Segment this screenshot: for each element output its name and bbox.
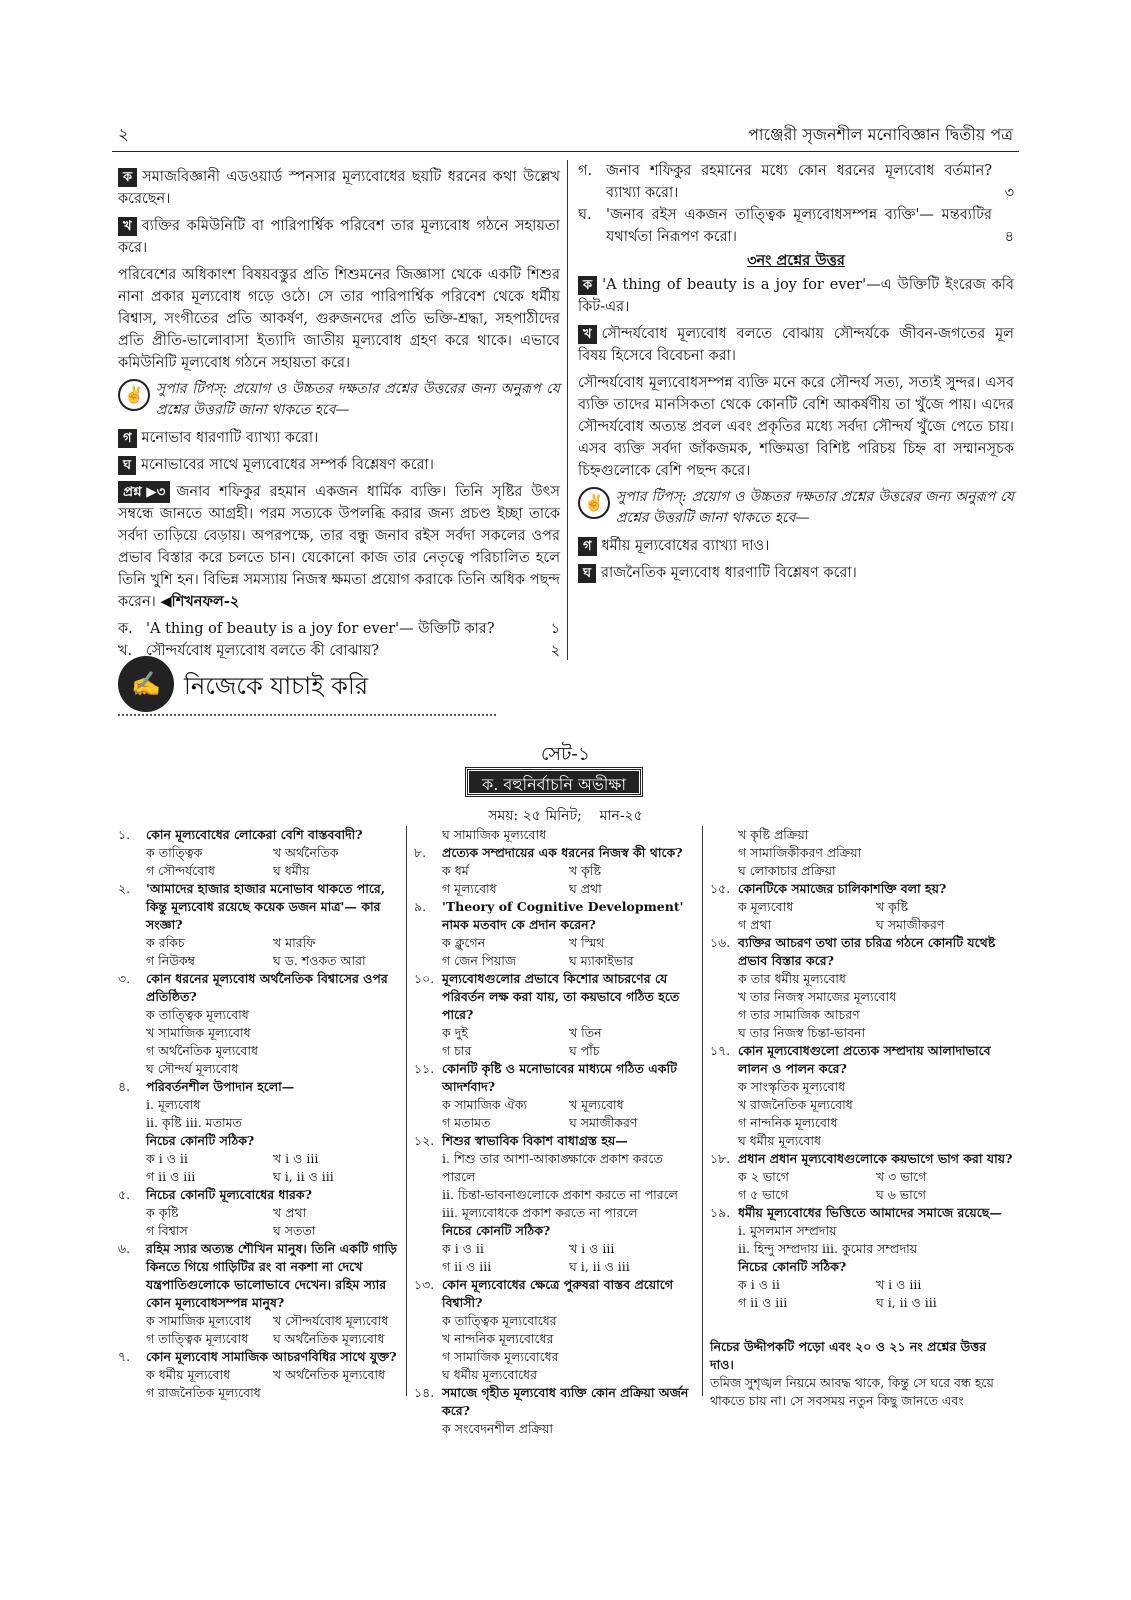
mcq-question bbox=[118, 970, 400, 1006]
option[interactable]: ক তাত্ত্বিক bbox=[146, 845, 203, 860]
option[interactable]: খ স্মিথ bbox=[569, 935, 605, 950]
mcq-options bbox=[710, 1276, 1014, 1312]
q-number: ১১. bbox=[414, 1061, 435, 1076]
mcq-options bbox=[414, 1024, 696, 1060]
q-number: ১২. bbox=[414, 1133, 435, 1148]
option[interactable]: খ প্রথা bbox=[273, 1205, 307, 1220]
book-title: পাঞ্জেরী সৃজনশীল মনোবিজ্ঞান দ্বিতীয় পত্র bbox=[748, 125, 1013, 144]
gha-question bbox=[578, 562, 1014, 584]
question-3-stem bbox=[118, 481, 560, 613]
which-correct: নিচের কোনটি সঠিক? bbox=[146, 1133, 255, 1148]
stimulus-block bbox=[710, 1338, 1014, 1410]
part-text: 'A thing of beauty is a joy for ever'— উক্তিটি কার? bbox=[146, 621, 495, 637]
column-divider bbox=[567, 160, 568, 660]
option[interactable]: গ জেন পিয়াজ bbox=[442, 953, 517, 968]
mcq-options bbox=[414, 1420, 696, 1438]
q-number: ১৩. bbox=[414, 1277, 435, 1292]
option[interactable]: খ সামাজিক মূল্যবোধ bbox=[146, 1025, 251, 1040]
mcq-options bbox=[414, 862, 696, 898]
q-text: কোন মূল্যবোধ সামাজিক আচরণবিধির সাথে যুক্ত? bbox=[146, 1349, 397, 1364]
statement: i. শিশু তার আশা-আকাঙ্ক্ষাকে প্রকাশ করতে পারলে bbox=[442, 1151, 663, 1184]
mcq-question bbox=[118, 1348, 400, 1366]
mcq-question bbox=[414, 844, 696, 862]
q-text: কোন ধরনের মূল্যবোধ অর্থনৈতিক বিশ্বাসের ওপর প্রতিষ্ঠিত? bbox=[146, 971, 388, 1004]
mcq-options bbox=[414, 1096, 696, 1132]
option[interactable]: ক তাত্ত্বিক মূল্যবোধের bbox=[442, 1313, 557, 1328]
option[interactable]: খ কৃষ্টি প্রক্রিয়া bbox=[738, 827, 809, 842]
mcq-question bbox=[118, 1186, 400, 1204]
part-marks: ১ bbox=[550, 621, 560, 637]
option[interactable]: খ i ও iii bbox=[569, 1241, 615, 1256]
option[interactable]: খ i ও iii bbox=[273, 1151, 319, 1166]
option[interactable]: ক ধর্ম bbox=[442, 863, 469, 878]
q3-stem-text: জনাব শফিকুর রহমান একজন ধার্মিক ব্যক্তি। তিনি সৃষ্টির উৎস সম্বন্ধে জানতে আগ্রহী। পরম সত্যকে উপলব্ধি করার জন্য প্রচণ্ড ইচ্ছা তাকে সর্বদা তাড়িয়ে বেড়ায়। অপরপক্ষে, তার বন্ধু জনাব রইস সর্বদা সকলের ওপর প্রভাব বিস্তার করে চলতে চান। যেকোনো কাজ তার নেতৃত্বে পরিচালিত হলে তিনি খুশি হন। বিভিন্ন সমস্যায় নিজস্ব ক্ষমতা প্রয়োগ করাকে তিনি অধিক পছন্দ করেন। bbox=[118, 484, 560, 610]
mcq-question bbox=[414, 970, 696, 1024]
statement: ii. চিন্তা-ভাবনাগুলোকে প্রকাশ করতে না পারলে bbox=[442, 1187, 678, 1202]
q-text: কোনটিকে সমাজের চালিকাশক্তি বলা হয়? bbox=[738, 881, 947, 896]
option[interactable]: গ ৫ ভাগে bbox=[738, 1187, 789, 1202]
option[interactable]: খ তিন bbox=[569, 1025, 602, 1040]
q-text: মূল্যবোধগুলোর প্রভাবে কিশোর আচরণের যে পরিবর্তন লক্ষ করা যায়, তা কয়ভাবে গঠিত হতে পারে? bbox=[442, 971, 680, 1022]
stimulus-text: তমিজ সুশৃঙ্খল নিয়মে আবদ্ধ থাকে, কিন্তু সে ঘরে বন্ধ হয়ে থাকতে চায় না। সে সবসময় নতুন কিছু জানতে এবং bbox=[710, 1375, 994, 1408]
option[interactable]: গ ii ও iii bbox=[738, 1295, 788, 1310]
part-marks: ২ bbox=[550, 643, 560, 659]
option[interactable]: ঘ পাঁচ bbox=[569, 1043, 600, 1058]
part-label: খ. bbox=[118, 643, 133, 659]
q-text: সমাজে গৃহীত মূল্যবোধ ব্যক্তি কোন প্রক্রিয়া অর্জন করে? bbox=[442, 1385, 689, 1418]
mcq-options bbox=[710, 1078, 1014, 1150]
ka-text: 'A thing of beauty is a joy for ever'—এ উক্তিটি ইংরেজ কবি কিট-এর। bbox=[578, 277, 1014, 315]
ga-text: মনোভাব ধারণাটি ব্যাখ্যা করো। bbox=[141, 430, 319, 446]
option[interactable]: ক ধর্মীয় মূল্যবোধ bbox=[146, 1367, 231, 1382]
which-correct: নিচের কোনটি সঠিক? bbox=[442, 1223, 551, 1238]
learning-outcome: ◀শিখনফল-২ bbox=[160, 593, 240, 610]
option[interactable]: ঘ সমাজীকরণ bbox=[876, 917, 945, 932]
option[interactable]: ঘ ৬ ভাগে bbox=[876, 1187, 926, 1202]
right-column bbox=[578, 160, 1014, 589]
mcq-options bbox=[118, 1366, 400, 1402]
mcq-question bbox=[710, 1042, 1014, 1078]
option[interactable]: ক দুই bbox=[442, 1025, 468, 1040]
option[interactable]: ঘ প্রথা bbox=[569, 881, 602, 896]
q-number: ১৪. bbox=[414, 1385, 435, 1400]
kha-answer bbox=[118, 215, 560, 259]
q3-part-gha bbox=[578, 204, 1014, 248]
exam-marks: মান-২৫ bbox=[599, 808, 643, 824]
q-number: ১০. bbox=[414, 971, 435, 986]
statement: i. মুসলমান সম্প্রদায় bbox=[738, 1223, 837, 1238]
super-tips bbox=[118, 379, 560, 421]
option[interactable]: ক মূল্যবোধ bbox=[738, 899, 794, 914]
option[interactable]: খ অর্থনৈতিক bbox=[273, 845, 339, 860]
kha-tag: খ bbox=[578, 325, 597, 344]
option[interactable]: ক i ও ii bbox=[146, 1151, 188, 1166]
part-text: জনাব শফিকুর রহমানের মধ্যে কোন ধরনের মূল্যবোধ বর্তমান? ব্যাখ্যা করো। bbox=[606, 163, 992, 201]
mcq-options bbox=[710, 826, 1014, 880]
tips-text: সুপার টিপস্: প্রয়োগ ও উচ্চতর দক্ষতার প্রশ্নের উত্তরের জন্য অনুরূপ যে প্রশ্নের উত্তরটি জানা থাকতে হবে— bbox=[616, 489, 1014, 526]
mcq-question bbox=[710, 1204, 1014, 1222]
mcq-options bbox=[118, 1006, 400, 1078]
option[interactable]: গ সৌন্দর্যবোধ bbox=[146, 863, 215, 878]
header-rule bbox=[112, 151, 1019, 152]
mcq-options bbox=[118, 1312, 400, 1348]
mcq-question bbox=[118, 1078, 400, 1096]
option[interactable]: গ তার সামাজিক আচরণ bbox=[738, 1007, 860, 1022]
mcq-options bbox=[118, 844, 400, 880]
mcq-question bbox=[414, 1132, 696, 1150]
mcq-question bbox=[118, 880, 400, 934]
option[interactable]: ক ক্লুগেন bbox=[442, 935, 486, 950]
question-number-badge: প্রশ্ন ▶৩ bbox=[118, 481, 170, 503]
q-number: ১৭. bbox=[710, 1043, 731, 1058]
kha-tag: খ bbox=[118, 217, 137, 236]
q-text: 'আমাদের হাজার হাজার মনোভাব থাকতে পারে, কিন্তু মূল্যবোধ রয়েছে কয়েক ডজন মাত্র'— কার সংজ্ঞা? bbox=[146, 881, 386, 932]
q-text: কোন মূল্যবোধগুলো প্রত্যেক সম্প্রদায় আলাদাভাবে লালন ও পালন করে? bbox=[738, 1043, 991, 1076]
gha-tag: ঘ bbox=[578, 564, 596, 583]
option[interactable]: গ অর্থনৈতিক মূল্যবোধ bbox=[146, 1043, 258, 1058]
victory-hand-icon: ✌ bbox=[578, 487, 610, 519]
option[interactable]: গ চার bbox=[442, 1043, 472, 1058]
ka-answer bbox=[118, 166, 560, 210]
mcq-column-1 bbox=[118, 826, 400, 1402]
q-number: ২. bbox=[118, 881, 131, 896]
part-marks: ৩ bbox=[1004, 185, 1014, 201]
mcq-options bbox=[710, 970, 1014, 1042]
kha-paragraph: সৌন্দর্যবোধ মূল্যবোধসম্পন্ন ব্যক্তি মনে করে সৌন্দর্য সত্য, সত্যই সুন্দর। এসব ব্যক্তি তাদের মানসিকতা থেকে কোনটি বেশি আকর্ষণীয় তা খুঁজে পায়। এদের সৌন্দর্যবোধ অত্যন্ত প্রবল এবং প্রকৃতির মধ্যে সর্বদা সৌন্দর্য খুঁজে পেতে চায়। এসব ব্যক্তি সর্বদা জাঁকজমক, শক্তিমত্তা বিশিষ্ট পরিচয় চিহ্ন বা সম্মানসূচক চিহ্নগুলোকে বেশি পছন্দ করে। bbox=[578, 375, 1014, 479]
option[interactable]: ক i ও ii bbox=[442, 1241, 484, 1256]
q-number: ১৮. bbox=[710, 1151, 731, 1166]
q-number: ১৬. bbox=[710, 935, 731, 950]
gha-text: মনোভাবের সাথে মূল্যবোধের সম্পর্ক বিশ্লেষণ করো। bbox=[141, 457, 434, 473]
q-text: 'Theory of Cognitive Development' নামক মতবাদ কে প্রদান করেন? bbox=[442, 899, 684, 932]
exam-time: সময়: ২৫ মিনিট; bbox=[488, 808, 582, 824]
option[interactable]: খ অর্থনৈতিক মূল্যবোধ bbox=[273, 1367, 385, 1382]
mcq-question bbox=[710, 934, 1014, 970]
ga-question bbox=[118, 427, 560, 449]
ga-question bbox=[578, 535, 1014, 557]
q-number: ৩. bbox=[118, 971, 131, 986]
ga-text: ধর্মীয় মূল্যবোধের ব্যাখ্যা দাও। bbox=[601, 538, 770, 554]
option[interactable]: ঘ অর্থনৈতিক মূল্যবোধ bbox=[273, 1331, 385, 1346]
mcq-question bbox=[118, 826, 400, 844]
part-text: সৌন্দর্যবোধ মূল্যবোধ বলতে কী বোঝায়? bbox=[146, 643, 380, 659]
part-marks: ৪ bbox=[1004, 229, 1014, 245]
q-number: ৭. bbox=[118, 1349, 131, 1364]
option[interactable]: খ রাজনৈতিক মূল্যবোধ bbox=[738, 1097, 853, 1112]
ka-tag: ক bbox=[118, 168, 137, 187]
mcq-options bbox=[414, 826, 696, 844]
q-number: ৪. bbox=[118, 1079, 131, 1094]
option[interactable]: ঘ ড. শওকত আরা bbox=[273, 953, 366, 968]
option[interactable]: ঘ সামাজিক মূল্যবোধ bbox=[442, 827, 547, 842]
option[interactable]: ঘ তার নিজস্ব চিন্তা-ভাবনা bbox=[738, 1025, 866, 1040]
answer-heading: ৩নং প্রশ্নের উত্তর bbox=[747, 252, 845, 269]
q-text: রহিম স্যার অত্যন্ত শৌখিন মানুষ। তিনি একটি গাড়ি কিনতে গিয়ে গাড়িটির রং বা নকশা না দেখে যন্ত্রপাতিগুলোকে ভালোভাবে দেখেন। রহিম স্যার কোন মূল্যবোধসম্পন্ন মানুষ? bbox=[146, 1241, 397, 1310]
mcq-options bbox=[118, 1150, 400, 1186]
option[interactable]: ক কৃষ্টি bbox=[146, 1205, 179, 1220]
mcq-column-3 bbox=[710, 826, 1014, 1312]
mcq-question bbox=[710, 1150, 1014, 1168]
kha-text: ব্যক্তির কমিউনিটি বা পারিপার্শ্বিক পরিবেশ তার মূল্যবোধ গঠনে সহায়তা করে। bbox=[118, 218, 560, 256]
option[interactable]: খ তার নিজস্ব সমাজের মূল্যবোধ bbox=[738, 989, 897, 1004]
option[interactable]: গ প্রথা bbox=[738, 917, 772, 932]
mcq-question bbox=[710, 880, 1014, 898]
q3-part-ka bbox=[118, 618, 560, 640]
q-number: ৮. bbox=[414, 845, 427, 860]
ka-tag: ক bbox=[578, 276, 597, 295]
mcq-question bbox=[414, 898, 696, 934]
mcq-divider bbox=[406, 826, 407, 1396]
q-number: ১৯. bbox=[710, 1205, 731, 1220]
q3-part-ga bbox=[578, 160, 1014, 204]
option[interactable]: ঘ i, ii ও iii bbox=[273, 1169, 334, 1184]
option[interactable]: খ সৌন্দর্যবোধ মূল্যবোধ bbox=[273, 1313, 389, 1328]
option[interactable]: খ কৃষ্টি bbox=[569, 863, 601, 878]
option[interactable]: ক রকিচ bbox=[146, 935, 185, 950]
option[interactable]: ক ২ ভাগে bbox=[738, 1169, 789, 1184]
option[interactable]: ক সংবেদনশীল প্রক্রিয়া bbox=[442, 1421, 553, 1436]
option[interactable]: খ নান্দনিক মূল্যবোধের bbox=[442, 1331, 554, 1346]
option[interactable]: ক তার ধর্মীয় মূল্যবোধ bbox=[738, 971, 846, 986]
mcq-options bbox=[710, 1168, 1014, 1204]
q-text: কোন মূল্যবোধের লোকেরা বেশি বাস্তববাদী? bbox=[146, 827, 363, 842]
option[interactable]: ঘ সমাজীকরণ bbox=[569, 1115, 638, 1130]
statement: ii. কৃষ্টি iii. মতামত bbox=[146, 1115, 242, 1130]
mcq-question bbox=[414, 1384, 696, 1420]
option[interactable]: ক সাংস্কৃতিক মূল্যবোধ bbox=[738, 1079, 846, 1094]
part-label: ঘ. bbox=[578, 207, 592, 223]
option[interactable]: খ ৩ ভাগে bbox=[876, 1169, 927, 1184]
q-number: ৬. bbox=[118, 1241, 131, 1256]
mcq-options bbox=[414, 1312, 696, 1384]
ga-tag: গ bbox=[578, 537, 597, 556]
part-text: 'জনাব রইস একজন তাত্ত্বিক মূল্যবোধসম্পন্ন ব্যক্তি'— মন্তব্যটির যথার্থতা নিরূপণ করো। bbox=[606, 207, 992, 245]
option[interactable]: ঘ লোকাচার প্রক্রিয়া bbox=[738, 863, 836, 878]
mcq-options bbox=[710, 898, 1014, 934]
ga-tag: গ bbox=[118, 429, 137, 448]
option[interactable]: ঘ সততা bbox=[273, 1223, 316, 1238]
kha-answer bbox=[578, 323, 1014, 367]
q-text: প্রধান প্রধান মূল্যবোধগুলোকে কয়ভাগে ভাগ করা যায়? bbox=[738, 1151, 1013, 1166]
super-tips bbox=[578, 487, 1014, 529]
option[interactable]: ঘ ম্যাকাইভার bbox=[569, 953, 634, 968]
stimulus-instruction: নিচের উদ্দীপকটি পড়ো এবং ২০ ও ২১ নং প্রশ্নের উত্তর দাও। bbox=[710, 1339, 987, 1372]
option[interactable]: গ সামাজিক মূল্যবোধের bbox=[442, 1349, 559, 1364]
option[interactable]: গ সামাজিকীকরণ প্রক্রিয়া bbox=[738, 845, 862, 860]
mcq-column-2 bbox=[414, 826, 696, 1438]
left-column bbox=[118, 166, 560, 662]
mcq-divider bbox=[702, 826, 703, 1396]
q-text: ধর্মীয় মূল্যবোধের ভিত্তিতে আমাদের সমাজে রয়েছে— bbox=[738, 1205, 1002, 1220]
q-text: কোন মূল্যবোধের ক্ষেত্রে পুরুষরা বাস্তব প্রয়োগে বিশ্বাসী? bbox=[442, 1277, 674, 1310]
set-title: সেট-১ bbox=[540, 743, 591, 765]
option[interactable]: গ মতামত bbox=[442, 1115, 491, 1130]
option[interactable]: খ মারফি bbox=[273, 935, 316, 950]
mcq-options bbox=[118, 934, 400, 970]
option[interactable]: ঘ ধর্মীয় bbox=[273, 863, 310, 878]
page-number: ২ bbox=[118, 125, 130, 145]
option[interactable]: খ মূল্যবোধ bbox=[569, 1097, 624, 1112]
part-label: গ. bbox=[578, 163, 593, 179]
q-number: ৯. bbox=[414, 899, 427, 914]
option[interactable]: ক সামাজিক ঐক্য bbox=[442, 1097, 528, 1112]
q-text: শিশুর স্বাভাবিক বিকাশ বাধাগ্রস্ত হয়— bbox=[442, 1133, 628, 1148]
option[interactable]: ক সামাজিক মূল্যবোধ bbox=[146, 1313, 252, 1328]
mcq-question bbox=[118, 1240, 400, 1312]
gha-text: রাজনৈতিক মূল্যবোধ ধারণাটি বিশ্লেষণ করো। bbox=[601, 565, 857, 581]
mcq-options bbox=[118, 1204, 400, 1240]
statement: ii. হিন্দু সম্প্রদায় iii. কুমোর সম্প্রদায় bbox=[738, 1241, 918, 1256]
tips-text: সুপার টিপস্: প্রয়োগ ও উচ্চতর দক্ষতার প্রশ্নের উত্তরের জন্য অনুরূপ যে প্রশ্নের উত্তরটি জানা থাকতে হবে— bbox=[156, 381, 560, 418]
mcq-options bbox=[414, 934, 696, 970]
option[interactable]: ক তাত্ত্বিক মূল্যবোধ bbox=[146, 1007, 249, 1022]
q-text: প্রত্যেক সম্প্রদায়ের এক ধরনের নিজস্ব কী থাকে? bbox=[442, 845, 683, 860]
option[interactable]: গ বিশ্বাস bbox=[146, 1223, 188, 1238]
victory-hand-icon: ✌ bbox=[118, 379, 150, 411]
kha-paragraph: পরিবেশের অধিকাংশ বিষয়বস্তুর প্রতি শিশুমনের জিজ্ঞাসা থেকে একটি শিশুর নানা প্রকার মূল্যবোধ গড়ে ওঠে। সে তার পারিপার্শ্বিক পরিবেশ থেকে ধর্মীয় বিশ্বাস, সংগীতের প্রতি আকর্ষণ, গুরুজনদের প্রতি ভক্তি-শ্রদ্ধা, সহপাঠীদের প্রতি প্রীতি-ভালোবাসা ইত্যাদি জাতীয় মূল্যবোধ গ্রহণ করে থাকে। এভাবে কমিউনিটি মূল্যবোধ গঠনে সহায়তা করে। bbox=[118, 267, 560, 371]
option[interactable]: ক i ও ii bbox=[738, 1277, 780, 1292]
option[interactable]: গ ii ও iii bbox=[442, 1259, 492, 1274]
option[interactable]: গ নান্দনিক মূল্যবোধ bbox=[738, 1115, 838, 1130]
mcq-options bbox=[414, 1240, 696, 1276]
q-number: ১. bbox=[118, 827, 131, 842]
q-text: ব্যক্তির আচরণ তথা তার চরিত্র গঠনে কোনটি যথেষ্ট প্রভাব বিস্তার করে? bbox=[738, 935, 996, 968]
kha-text: সৌন্দর্যবোধ মূল্যবোধ বলতে বোঝায় সৌন্দর্যকে জীবন-জগতের মূল বিষয় হিসেবে বিবেচনা করা। bbox=[578, 326, 1014, 364]
option[interactable]: ঘ i, ii ও iii bbox=[569, 1259, 630, 1274]
check-hand-icon: ✍ bbox=[118, 656, 174, 712]
option[interactable]: ঘ সৌন্দর্য মূল্যবোধ bbox=[146, 1061, 239, 1076]
q-number: ৫. bbox=[118, 1187, 131, 1202]
section-underline bbox=[118, 714, 496, 716]
option[interactable]: গ নিউকম্ব bbox=[146, 953, 196, 968]
q-text: নিচের কোনটি মূল্যবোধের ধারক? bbox=[146, 1187, 312, 1202]
mcq-heading: ক. বহুনির্বাচনি অভীক্ষা bbox=[466, 768, 642, 796]
option[interactable]: গ রাজনৈতিক মূল্যবোধ bbox=[146, 1385, 261, 1400]
option[interactable]: গ ii ও iii bbox=[146, 1169, 196, 1184]
statement: iii. মূল্যবোধকে প্রকাশ করতে না পারলে bbox=[442, 1205, 638, 1220]
which-correct: নিচের কোনটি সঠিক? bbox=[738, 1259, 847, 1274]
statement: i. মূল্যবোধ bbox=[146, 1097, 201, 1112]
option[interactable]: গ তাত্ত্বিক মূল্যবোধ bbox=[146, 1331, 249, 1346]
option[interactable]: খ i ও iii bbox=[876, 1277, 922, 1292]
q-number: ১৫. bbox=[710, 881, 731, 896]
option[interactable]: খ কৃষ্টি bbox=[876, 899, 908, 914]
mcq-question bbox=[414, 1276, 696, 1312]
ka-answer bbox=[578, 274, 1014, 318]
gha-tag: ঘ bbox=[118, 456, 136, 475]
ka-text: সমাজবিজ্ঞানী এডওয়ার্ড স্পনসার মূল্যবোধের ছয়টি ধরনের কথা উল্লেখ করেছেন। bbox=[118, 169, 560, 207]
q3-part-kha bbox=[118, 640, 560, 662]
mcq-question bbox=[414, 1060, 696, 1096]
q-text: পরিবর্তনশীল উপাদান হলো— bbox=[146, 1079, 295, 1094]
part-label: ক. bbox=[118, 621, 133, 637]
q-text: কোনটি কৃষ্টি ও মনোভাবের মাধ্যমে গঠিত একটি আদর্শবাদ? bbox=[442, 1061, 677, 1094]
exam-meta bbox=[0, 804, 1131, 828]
option[interactable]: ঘ ধর্মীয় মূল্যবোধের bbox=[442, 1367, 537, 1382]
option[interactable]: গ মূল্যবোধ bbox=[442, 881, 497, 896]
option[interactable]: ঘ i, ii ও iii bbox=[876, 1295, 937, 1310]
section-title: নিজেকে যাচাই করি bbox=[184, 672, 369, 700]
gha-question bbox=[118, 454, 560, 476]
option[interactable]: ঘ ধর্মীয় মূল্যবোধ bbox=[738, 1133, 822, 1148]
